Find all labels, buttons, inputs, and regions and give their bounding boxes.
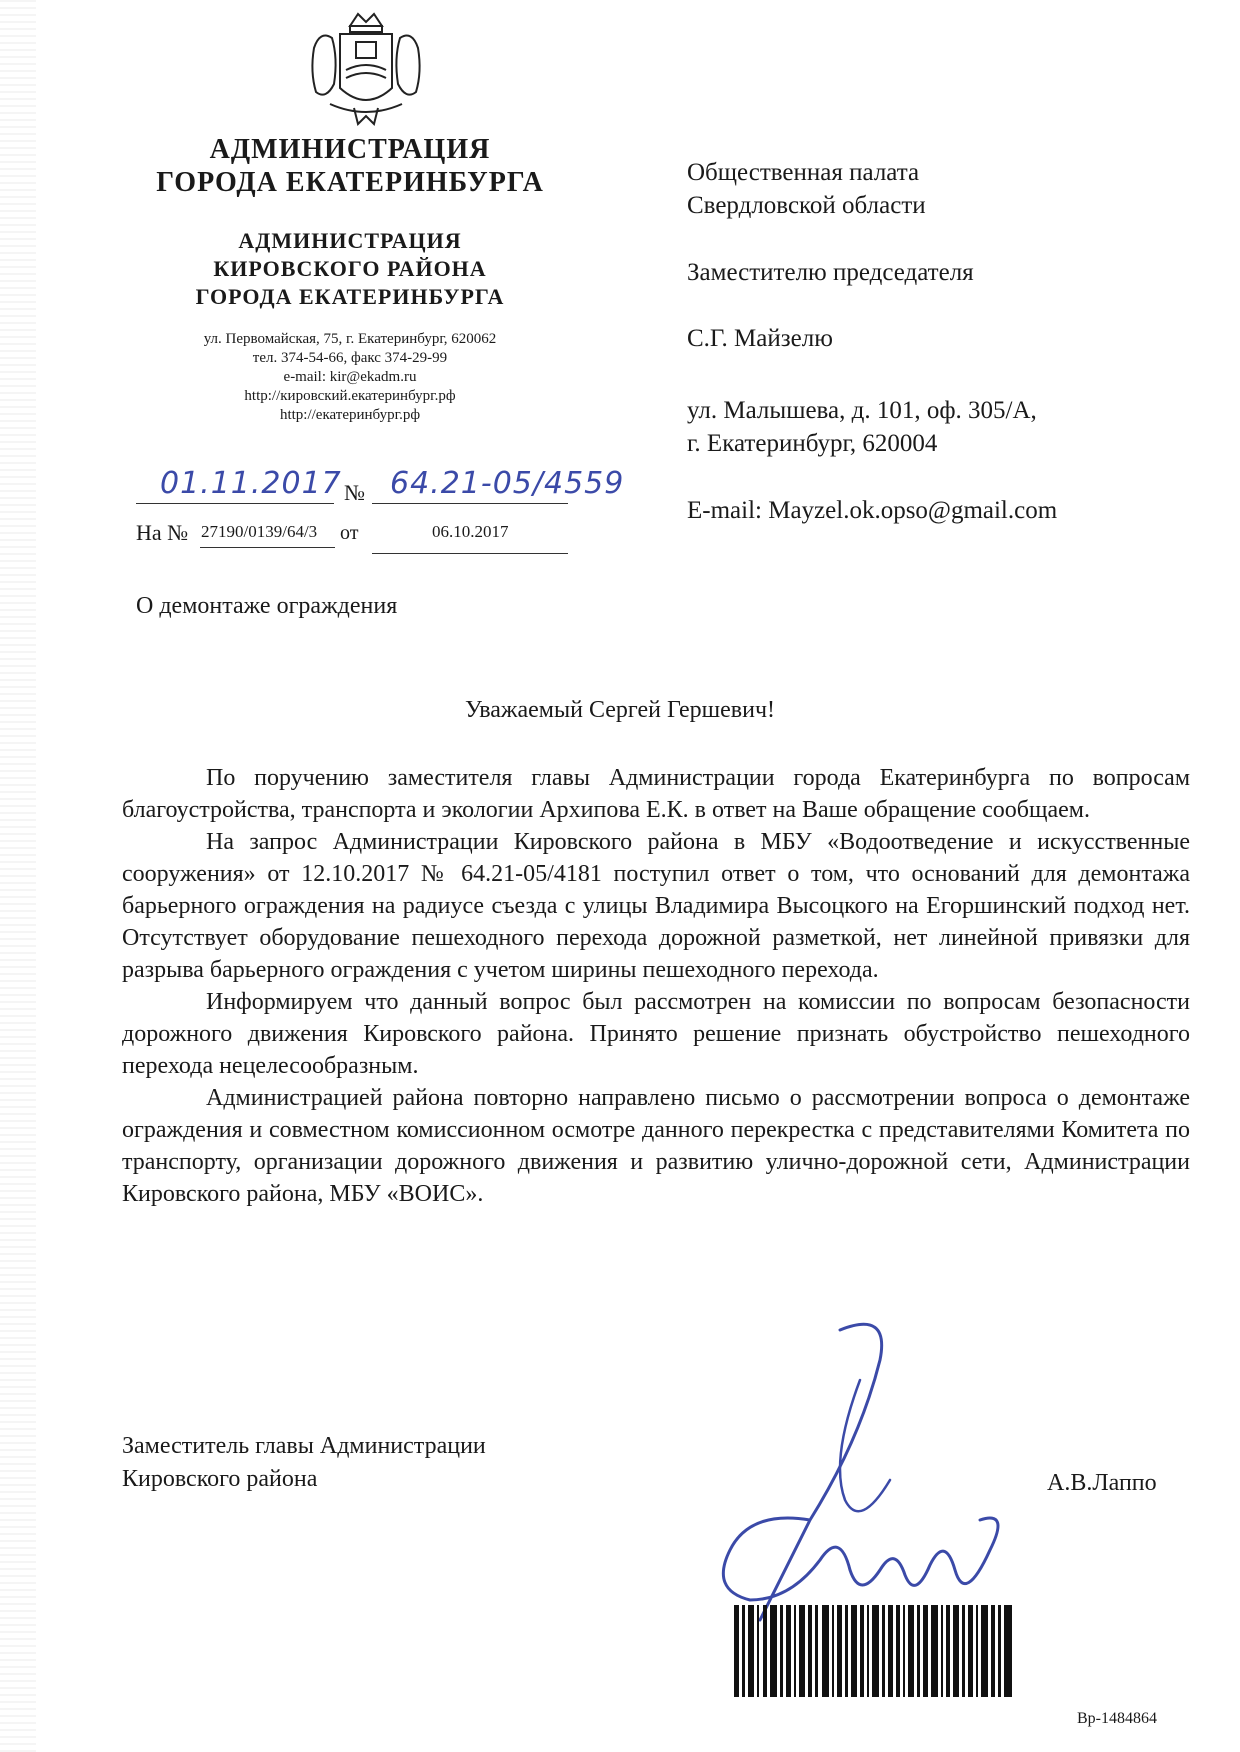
sender-site1: http://кировский.екатеринбург.рф bbox=[244, 388, 456, 404]
recipient-org1: Общественная палата bbox=[687, 159, 920, 186]
sender-email: e-mail: kir@ekadm.ru bbox=[283, 369, 417, 385]
scan-edge-noise bbox=[0, 0, 36, 1752]
ref-number: 27190/0139/64/3 bbox=[201, 522, 318, 541]
ref-label: На № bbox=[136, 520, 189, 545]
date-underline bbox=[136, 503, 334, 504]
signatory-name: А.В.Лаппо bbox=[1047, 1470, 1157, 1496]
recipient-email: E-mail: Mayzel.ok.opso@gmail.com bbox=[687, 497, 1058, 524]
recipient-address bbox=[687, 394, 1037, 460]
coat-of-arms-icon bbox=[300, 8, 432, 130]
ref-date: 06.10.2017 bbox=[432, 522, 509, 541]
registration-number-label: № bbox=[344, 480, 365, 505]
signatory-title2: Кировского района bbox=[122, 1466, 318, 1492]
letter-subject: О демонтаже ограждения bbox=[136, 593, 398, 619]
sender-contacts bbox=[120, 330, 580, 425]
registration-date: 01.11.2017 bbox=[160, 466, 342, 501]
sender-address: ул. Первомайская, 75, г. Екатеринбург, 620062 bbox=[203, 331, 497, 347]
salutation: Уважаемый Сергей Гершевич! bbox=[464, 697, 776, 723]
sender-phone: тел. 374-54-66, факс 374-29-99 bbox=[252, 350, 448, 366]
sender-subtitle-line5: ГОРОДА ЕКАТЕРИНБУРГА bbox=[195, 284, 505, 309]
recipient-name: С.Г. Майзелю bbox=[687, 325, 833, 352]
sender-title-line1: АДМИНИСТРАЦИЯ bbox=[209, 134, 491, 165]
barcode bbox=[734, 1605, 1012, 1697]
sender-subtitle-line4: КИРОВСКОГО РАЙОНА bbox=[213, 256, 487, 281]
ref-from-label: от bbox=[340, 522, 359, 544]
body-paragraph: Администрацией района повторно направлено письмо о рассмотрении вопроса о демонтаже ограждения и совместном комиссионном осмотре данного перекрестка с представителями Комитета по транспорту, организации дорожного движения и развитию улично-дорожной сети, Администрации Кировского района, МБУ «ВОИС». bbox=[122, 1085, 1190, 1207]
body-paragraph: На запрос Администрации Кировского района в МБУ «Водоотведение и искусственные сооружения» от 12.10.2017 № 64.21-05/4181 поступил ответ о том, что оснований для демонтажа барьерного ограждения на радиусе съезда с улицы Владимира Высоцкого на Егоршинский подход нет. Отсутствует оборудование пешеходного перехода дорожной разметкой, нет линейной привязки для разрыва барьерного ограждения с учетом ширины пешеходного перехода. bbox=[122, 829, 1190, 983]
sender-site2: http://екатеринбург.рф bbox=[279, 407, 421, 423]
recipient-org2: Свердловской области bbox=[687, 192, 926, 219]
ref-underline bbox=[200, 547, 335, 548]
registration-number: 64.21-05/4559 bbox=[390, 466, 625, 501]
recipient-address1: ул. Малышева, д. 101, оф. 305/А, bbox=[687, 397, 1037, 424]
recipient-org bbox=[687, 156, 926, 222]
sender-subtitle-line3: АДМИНИСТРАЦИЯ bbox=[238, 228, 462, 253]
signatory-title bbox=[122, 1430, 486, 1496]
recipient-address2: г. Екатеринбург, 620004 bbox=[687, 430, 938, 457]
recipient-position: Заместителю председателя bbox=[687, 259, 974, 286]
body-paragraph: По поручению заместителя главы Администрации города Екатеринбурга по вопросам благоустройства, транспорта и экологии Архипова Е.К. в ответ на Ваше обращение сообщаем. bbox=[122, 765, 1190, 823]
number-underline bbox=[372, 503, 568, 504]
signatory-title1: Заместитель главы Администрации bbox=[122, 1433, 486, 1459]
sender-title-line2: ГОРОДА ЕКАТЕРИНБУРГА bbox=[156, 167, 544, 198]
barcode-number: Вр-1484864 bbox=[1077, 1710, 1157, 1727]
body-paragraph: Информируем что данный вопрос был рассмотрен на комиссии по вопросам безопасности дорожного движения Кировского района. Принято решение признать обустройство пешеходного перехода нецелесообразным. bbox=[122, 989, 1190, 1079]
letter-body bbox=[122, 762, 1190, 1210]
handwritten-signature bbox=[690, 1320, 1030, 1640]
ref-date-underline bbox=[372, 553, 568, 554]
